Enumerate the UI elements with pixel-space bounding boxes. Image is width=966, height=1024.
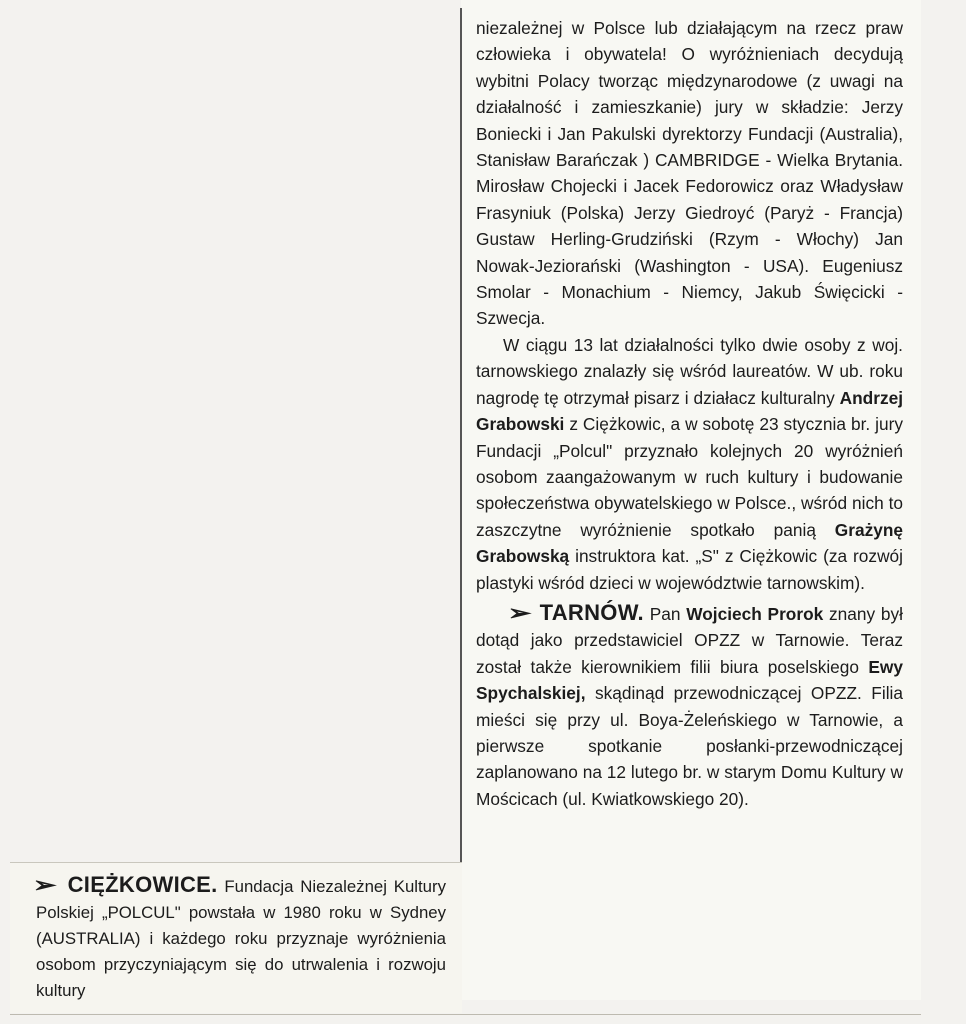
tarnow-text-b: znany był dotąd jako przedstawiciel OPZZ w Tarnowie. Teraz został także kierownikiem filii biura poselskiego	[476, 603, 903, 677]
tarnow-heading: TARNÓW.	[539, 599, 644, 625]
laureate-name-2: Grażynę Grabowską	[476, 519, 903, 567]
laureates-text-c: instruktora kat. „S" z Ciężkowic (za rozwój plastyki wśród dzieci w województwie tarnowskim).	[476, 546, 903, 593]
laureate-name-1: Andrzej Grabowski	[476, 387, 903, 435]
tarnow-name-1: Wojciech Prorok	[686, 603, 824, 624]
laureates-text-b: z Ciężkowic, a w sobotę 23 stycznia br. jury Fundacji „Polcul" przyznało kolejnych 20 wyróżnień osobom zaangażowanym w ruch kultury i budowanie społeczeństwa obywatelskiego w Polsce., wśród nich to zaszczytne wyróżnienie spotkało panią	[476, 414, 903, 540]
laureates-text-a: W ciągu 13 lat działalności tylko dwie osoby z woj. tarnowskiego znalazły się wśród laureatów. W ub. roku nagrodę tę otrzymał pisarz i działacz kulturalny	[476, 334, 903, 408]
right-article-column	[476, 15, 903, 812]
ciezkowice-paragraph	[32, 872, 446, 1004]
tarnow-text-a: Pan	[649, 603, 681, 624]
jury-paragraph: niezależnej w Polsce lub działającym na rzecz praw człowieka i obywatela! O wyróżnieniach decydują wybitni Polacy tworząc międzynarodowe (z uwagi na działalność i zamieszkanie) jury w składzie: Jerzy Boniecki i Jan Pakulski dyrektorzy Fundacji (Australia), Stanisław Barańczak ) CAMBRIDGE - Wielka Brytania. Mirosław Chojecki i Jacek Fedorowicz oraz Władysław Frasyniuk (Polska) Jerzy Giedroyć (Paryż - Francja) Gustaw Herling-Grudziński (Rzym - Włochy) Jan Nowak-Jeziorański (Washington - USA). Eugeniusz Smolar - Monachium - Niemcy, Jakub Święcicki - Szwecja.	[476, 18, 903, 329]
left-article-column	[32, 872, 446, 1004]
column-divider	[460, 8, 462, 996]
tarnow-text-c: skądinąd przewodniczącej OPZZ. Filia mieści się przy ul. Boya-Żeleńskiego w Tarnowie, a pierwsze spotkanie posłanki-przewodniczącej zaplanowano na 12 lutego br. w starym Domu Kultury w Mościcach (ul. Kwiatkowskiego 20).	[476, 683, 903, 809]
tarnow-name-2: Ewy Spychalskiej,	[476, 656, 903, 704]
bottom-edge	[10, 1014, 921, 1015]
ciezkowice-text: Fundacja Niezależnej Kultury Polskiej „POLCUL" powstała w 1980 roku w Sydney (AUSTRALIA) i każdego roku przyznaje wyróżnienia osobom przyczyniającym się do utrwalenia i rozwoju kultury	[36, 877, 446, 1000]
arrow-bullet-icon: ➢	[507, 601, 532, 625]
arrow-bullet-icon: ➢	[32, 874, 57, 897]
laureates-paragraph	[476, 332, 903, 596]
ciezkowice-heading: CIĘŻKOWICE.	[67, 872, 218, 897]
tarnow-paragraph	[476, 600, 903, 812]
